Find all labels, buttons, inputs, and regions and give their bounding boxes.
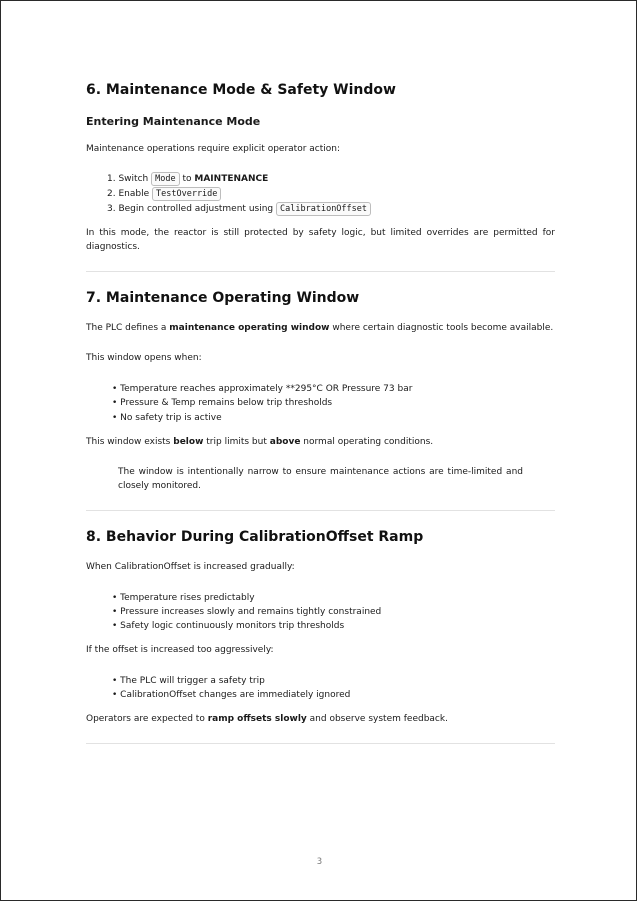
step-2-text: Enable [118, 189, 150, 199]
step-1-number: 1. [107, 174, 116, 184]
section-7-heading: 7. Maintenance Operating Window [86, 290, 360, 306]
closing-text [86, 712, 555, 726]
section-7-intro [86, 321, 555, 335]
section-6-heading: 6. Maintenance Mode & Safety Window [86, 82, 396, 98]
list-item: • Safety logic continuously monitors trip thresholds [112, 621, 345, 631]
maintenance-bold: MAINTENANCE [194, 174, 269, 184]
window-opens-label: This window opens when: [86, 353, 202, 363]
intro-post: where certain diagnostic tools become available. [332, 323, 554, 333]
step-3-text: Begin controlled adjustment using [118, 204, 274, 214]
closing-post: and observe system feedback. [309, 714, 448, 724]
step-1 [107, 172, 268, 186]
list-item: • No safety trip is active [112, 413, 222, 423]
list-item: • Pressure increases slowly and remains tightly constrained [112, 607, 382, 617]
aggressive-label: If the offset is increased too aggressively: [86, 645, 274, 655]
bullet-text: Safety logic continuously monitors trip thresholds [120, 621, 345, 631]
intro-bold: maintenance operating window [169, 323, 330, 333]
section-8-intro: When CalibrationOffset is increased gradually: [86, 562, 295, 572]
bullet-text: CalibrationOffset changes are immediately ignored [120, 690, 351, 700]
section-8-heading: 8. Behavior During CalibrationOffset Ramp [86, 529, 424, 545]
bullet-text: Pressure increases slowly and remains tightly constrained [120, 607, 382, 617]
window-note-quote: The window is intentionally narrow to ensure maintenance actions are time-limited and closely monitored. [118, 467, 523, 491]
intro-pre: The PLC defines a [86, 323, 167, 333]
bullet-text: Pressure & Temp remains below trip thresholds [120, 398, 333, 408]
step-1-text: Switch [118, 174, 149, 184]
step-3-number: 3. [107, 204, 116, 214]
bullet-text: No safety trip is active [120, 413, 222, 423]
step-3 [107, 202, 371, 216]
closing-pre: Operators are expected to [86, 714, 205, 724]
ramp-slowly-bold: ramp offsets slowly [207, 714, 307, 724]
step-2 [107, 187, 221, 201]
exists-post: normal operating conditions. [303, 437, 434, 447]
mode-code: Mode [151, 172, 179, 186]
exists-pre: This window exists [86, 437, 171, 447]
testoverride-code: TestOverride [152, 187, 221, 201]
list-item: • The PLC will trigger a safety trip [112, 676, 265, 686]
bullet-text: Temperature rises predictably [120, 593, 255, 603]
section-6-subheading: Entering Maintenance Mode [86, 115, 261, 128]
bullet-text: Temperature reaches approximately **295°C OR Pressure 73 bar [120, 384, 413, 394]
above-bold: above [269, 437, 301, 447]
section-6-intro: Maintenance operations require explicit operator action: [86, 144, 340, 154]
divider-3 [86, 743, 555, 744]
list-item: • Temperature reaches approximately **295°C OR Pressure 73 bar [112, 384, 413, 394]
section-6-note: In this mode, the reactor is still protected by safety logic, but limited overrides are permitted for diagnostics. [86, 228, 555, 252]
page-number: 3 [316, 857, 323, 867]
calibrationoffset-code: CalibrationOffset [276, 202, 371, 216]
exists-mid: trip limits but [206, 437, 267, 447]
below-bold: below [173, 437, 204, 447]
step-1-mid: to [182, 174, 192, 184]
list-item: • Pressure & Temp remains below trip thresholds [112, 398, 333, 408]
list-item: • CalibrationOffset changes are immediately ignored [112, 690, 351, 700]
step-2-number: 2. [107, 189, 116, 199]
divider-2 [86, 510, 555, 511]
divider-1 [86, 271, 555, 272]
window-exists-text [86, 435, 555, 449]
bullet-text: The PLC will trigger a safety trip [120, 676, 265, 686]
list-item: • Temperature rises predictably [112, 593, 255, 603]
